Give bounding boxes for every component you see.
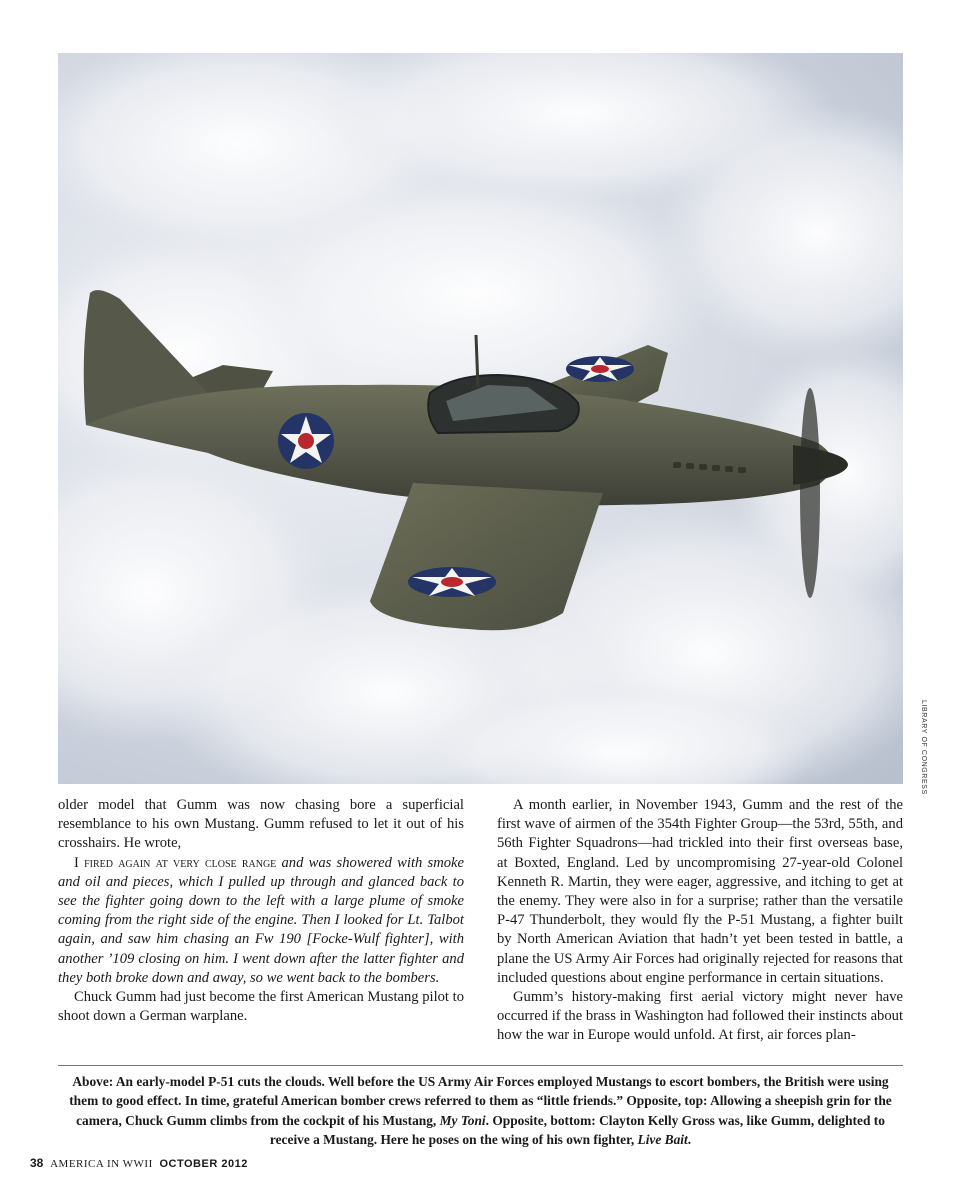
magazine-name: AMERICA IN WWII [50, 1158, 153, 1170]
issue-date: OCTOBER 2012 [159, 1158, 248, 1170]
paragraph: Chuck Gumm had just become the first American Mustang pilot to shoot down a German warplane. [58, 989, 464, 1025]
paragraph: Gumm’s history-making first aerial victory might never have occurred if the brass in Washington had followed their instincts about how the war in Europe would unfold. At first, air forces plan- [497, 989, 903, 1044]
near-wing-roundel-insignia [408, 567, 496, 597]
quote-lead-in: I fired again at very close range [74, 854, 277, 871]
article-left-column [58, 796, 464, 1026]
paragraph: older model that Gumm was now chasing bore a superficial resemblance to his own Mustang. Gumm refused to let it out of his crosshairs. He wrote, [58, 797, 464, 852]
quote-body: and was showered with smoke and oil and pieces, which I pulled up through and glanced back to see the fighter going down to the left with a large plume of smoke coming from the right side of the engine. Then I looked for Lt. Talbot again, and saw him chasing an Fw 190 [Focke-Wulf fighter], with another ’109 closing on him. I went down after the latter fighter and they both broke down and away, so we went back to the bombers. [58, 854, 464, 986]
far-wing-roundel-insignia [566, 356, 634, 382]
caption-plane-name: Live Bait [637, 1132, 688, 1148]
caption-text: Above: An early-model P-51 cuts the clouds. Well before the US Army Air Forces employed Mustangs to escort bombers, the British were using them to good effect. In time, grateful American bomber crews referred to them as “little friends.” Opposite, top: Allowing a sheepish grin for the camera, Chuck Gumm climbs from the cockpit of his Mustang, [69, 1074, 892, 1128]
article-right-column [497, 796, 903, 1046]
fuselage-roundel-insignia [278, 413, 334, 469]
caption-text: . Opposite, bottom: Clayton Kelly Gross was, like Gumm, delighted to receive a Mustang. Here he poses on the wing of his own fighter, [269, 1112, 885, 1148]
caption-plane-name: My Toni [439, 1112, 486, 1128]
page-footer [30, 1156, 248, 1170]
paragraph: A month earlier, in November 1943, Gumm and the rest of the first wave of airmen of the 354th Fighter Group—the 53rd, 55th, and 56th Fighter Squadrons—had trickled into their first overseas base, at Boxted, England. Led by uncompromising 27-year-old Colonel Kenneth R. Martin, they were eager, aggressive, and itching to get at the enemy. They were also in for a surprise; rather than the versatile P-47 Thunderbolt, they would fly the P-51 Mustang, a fighter built by North American Aviation that hadn’t yet been tested in battle, a plane the US Army Air Forces had originally rejected for reasons that included questions about engine performance in certain situations. [497, 797, 903, 986]
caption-divider [58, 1065, 903, 1066]
aircraft-photo [58, 53, 903, 784]
caption-text: . [687, 1132, 692, 1148]
photo-credit: LIBRARY OF CONGRESS [920, 700, 927, 795]
photo-caption [60, 1072, 901, 1150]
quoted-passage [58, 854, 464, 988]
page-number: 38 [30, 1156, 44, 1170]
